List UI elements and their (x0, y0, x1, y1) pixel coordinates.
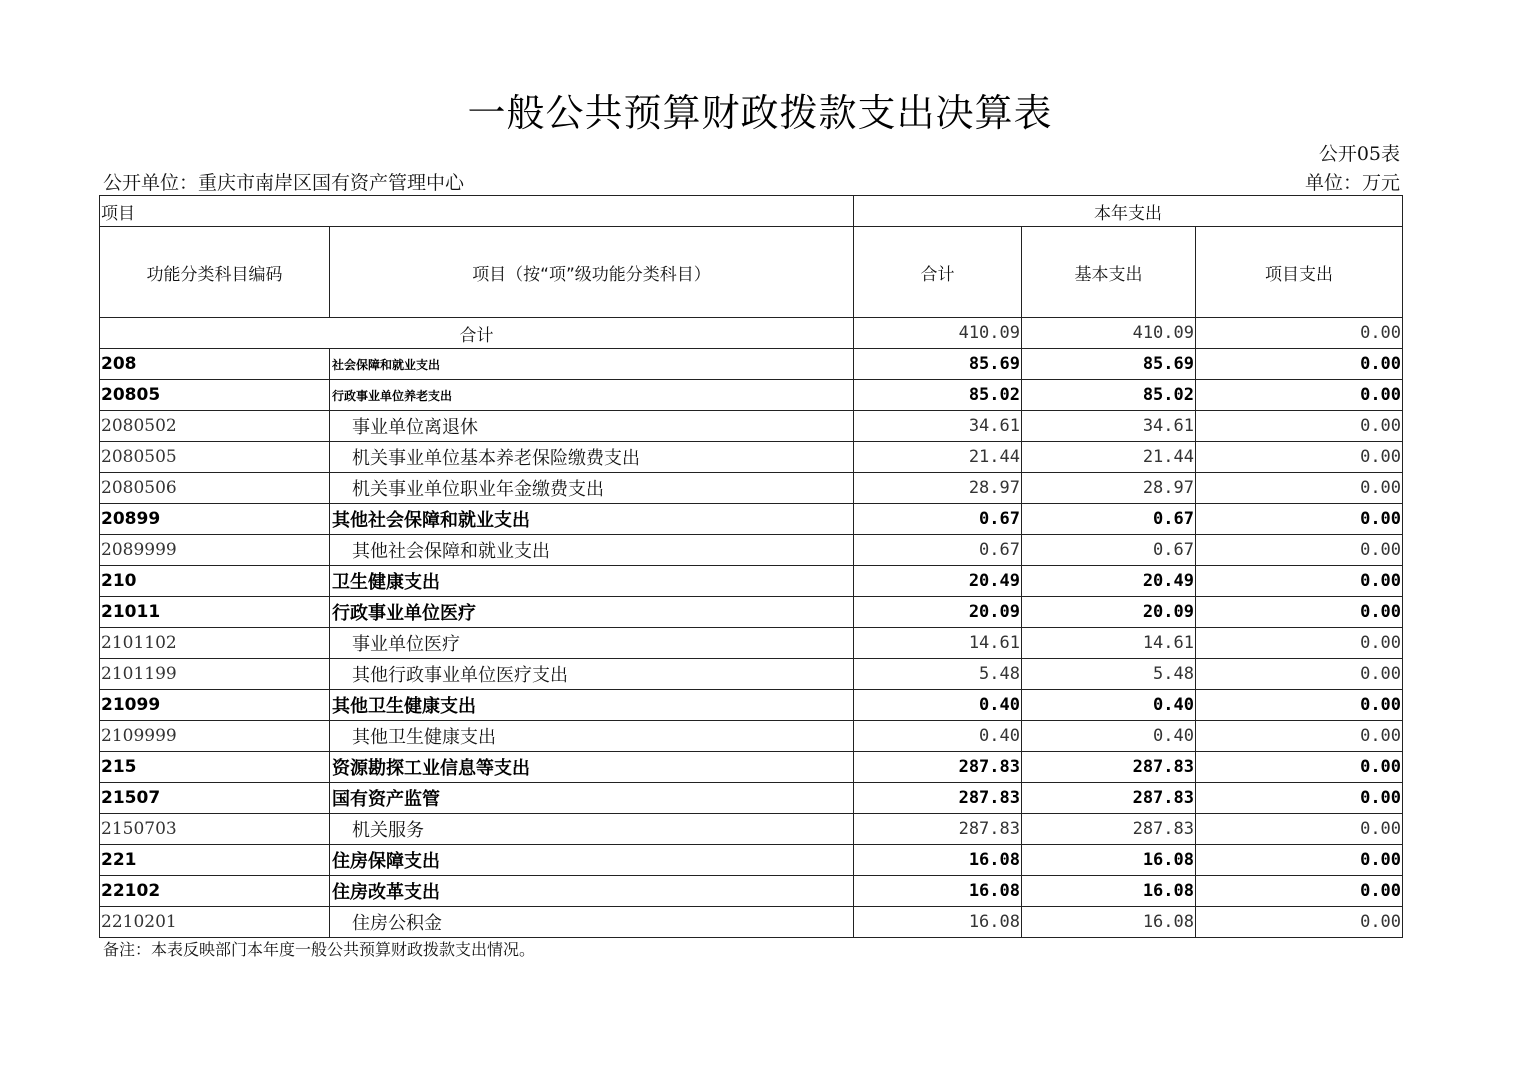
row-project: 0.00 (1196, 380, 1403, 411)
row-total: 21.44 (854, 442, 1022, 473)
row-name: 住房公积金 (330, 907, 854, 938)
row-basic: 287.83 (1022, 752, 1196, 783)
row-code: 210 (100, 566, 330, 597)
row-total: 20.09 (854, 597, 1022, 628)
row-project: 0.00 (1196, 690, 1403, 721)
row-code: 2150703 (100, 814, 330, 845)
row-code: 2109999 (100, 721, 330, 752)
row-total: 16.08 (854, 907, 1022, 938)
row-code: 21011 (100, 597, 330, 628)
row-name: 住房保障支出 (330, 845, 854, 876)
row-project: 0.00 (1196, 845, 1403, 876)
table-row (100, 752, 1403, 783)
row-basic: 0.67 (1022, 535, 1196, 566)
row-code: 22102 (100, 876, 330, 907)
header-item: 项目 (100, 196, 854, 227)
row-code: 2089999 (100, 535, 330, 566)
row-name: 事业单位医疗 (330, 628, 854, 659)
table-row (100, 442, 1403, 473)
header-name: 项目（按“项”级功能分类科目） (330, 227, 854, 318)
row-basic: 85.69 (1022, 349, 1196, 380)
row-name: 其他社会保障和就业支出 (330, 535, 854, 566)
row-total: 287.83 (854, 752, 1022, 783)
total-project: 0.00 (1196, 318, 1403, 349)
row-code: 21507 (100, 783, 330, 814)
table-row (100, 349, 1403, 380)
row-total: 85.69 (854, 349, 1022, 380)
row-project: 0.00 (1196, 349, 1403, 380)
table-row (100, 907, 1403, 938)
row-project: 0.00 (1196, 814, 1403, 845)
table-row (100, 876, 1403, 907)
row-name: 其他卫生健康支出 (330, 690, 854, 721)
total-label: 合计 (100, 318, 854, 349)
table-row (100, 783, 1403, 814)
header-total: 合计 (854, 227, 1022, 318)
row-total: 287.83 (854, 783, 1022, 814)
row-code: 2080502 (100, 411, 330, 442)
row-project: 0.00 (1196, 876, 1403, 907)
row-project: 0.00 (1196, 597, 1403, 628)
table-row (100, 411, 1403, 442)
row-code: 208 (100, 349, 330, 380)
row-basic: 0.40 (1022, 721, 1196, 752)
table-row (100, 659, 1403, 690)
row-total: 28.97 (854, 473, 1022, 504)
table-row (100, 814, 1403, 845)
row-code: 2080506 (100, 473, 330, 504)
row-name: 卫生健康支出 (330, 566, 854, 597)
header-row-1 (100, 196, 1403, 227)
row-name: 机关事业单位基本养老保险缴费支出 (330, 442, 854, 473)
row-basic: 20.49 (1022, 566, 1196, 597)
row-project: 0.00 (1196, 783, 1403, 814)
table-row (100, 845, 1403, 876)
row-total: 85.02 (854, 380, 1022, 411)
row-total: 16.08 (854, 876, 1022, 907)
footnote: 备注：本表反映部门本年度一般公共预算财政拨款支出情况。 (103, 940, 536, 959)
row-basic: 287.83 (1022, 814, 1196, 845)
table-number: 公开05表 (1318, 143, 1400, 165)
row-total: 16.08 (854, 845, 1022, 876)
header-code: 功能分类科目编码 (100, 227, 330, 318)
row-basic: 16.08 (1022, 876, 1196, 907)
row-name: 其他卫生健康支出 (330, 721, 854, 752)
header-row-2 (100, 227, 1403, 318)
row-basic: 16.08 (1022, 845, 1196, 876)
row-name: 国有资产监管 (330, 783, 854, 814)
row-project: 0.00 (1196, 659, 1403, 690)
total-basic: 410.09 (1022, 318, 1196, 349)
row-code: 2101102 (100, 628, 330, 659)
row-project: 0.00 (1196, 411, 1403, 442)
row-name: 机关事业单位职业年金缴费支出 (330, 473, 854, 504)
row-basic: 21.44 (1022, 442, 1196, 473)
header-project: 项目支出 (1196, 227, 1403, 318)
table-row (100, 628, 1403, 659)
row-project: 0.00 (1196, 907, 1403, 938)
table-row (100, 566, 1403, 597)
page-title: 一般公共预算财政拨款支出决算表 (467, 91, 1053, 135)
row-basic: 20.09 (1022, 597, 1196, 628)
row-code: 20899 (100, 504, 330, 535)
row-name: 社会保障和就业支出 (330, 349, 854, 380)
table-row (100, 535, 1403, 566)
row-total: 5.48 (854, 659, 1022, 690)
row-code: 2080505 (100, 442, 330, 473)
table-row (100, 690, 1403, 721)
row-project: 0.00 (1196, 721, 1403, 752)
row-code: 20805 (100, 380, 330, 411)
row-name: 行政事业单位医疗 (330, 597, 854, 628)
row-name: 住房改革支出 (330, 876, 854, 907)
row-total: 0.67 (854, 504, 1022, 535)
table-row (100, 597, 1403, 628)
row-basic: 0.40 (1022, 690, 1196, 721)
table-row (100, 504, 1403, 535)
row-name: 行政事业单位养老支出 (330, 380, 854, 411)
row-basic: 34.61 (1022, 411, 1196, 442)
row-name: 机关服务 (330, 814, 854, 845)
row-total: 0.40 (854, 690, 1022, 721)
row-name: 其他社会保障和就业支出 (330, 504, 854, 535)
row-basic: 14.61 (1022, 628, 1196, 659)
row-project: 0.00 (1196, 566, 1403, 597)
header-current-year: 本年支出 (854, 196, 1403, 227)
row-name: 其他行政事业单位医疗支出 (330, 659, 854, 690)
total-row (100, 318, 1403, 349)
table-row (100, 721, 1403, 752)
row-code: 21099 (100, 690, 330, 721)
row-basic: 0.67 (1022, 504, 1196, 535)
row-total: 287.83 (854, 814, 1022, 845)
row-basic: 85.02 (1022, 380, 1196, 411)
row-total: 14.61 (854, 628, 1022, 659)
row-total: 0.67 (854, 535, 1022, 566)
row-basic: 16.08 (1022, 907, 1196, 938)
row-code: 215 (100, 752, 330, 783)
row-code: 2101199 (100, 659, 330, 690)
table-row (100, 380, 1403, 411)
row-project: 0.00 (1196, 442, 1403, 473)
row-name: 资源勘探工业信息等支出 (330, 752, 854, 783)
row-project: 0.00 (1196, 504, 1403, 535)
row-code: 221 (100, 845, 330, 876)
row-basic: 5.48 (1022, 659, 1196, 690)
row-project: 0.00 (1196, 628, 1403, 659)
row-project: 0.00 (1196, 752, 1403, 783)
row-total: 34.61 (854, 411, 1022, 442)
currency-unit: 单位：万元 (1304, 172, 1400, 194)
total-amount: 410.09 (854, 318, 1022, 349)
expenditure-table (99, 195, 1403, 938)
row-total: 20.49 (854, 566, 1022, 597)
row-total: 0.40 (854, 721, 1022, 752)
row-project: 0.00 (1196, 473, 1403, 504)
header-basic: 基本支出 (1022, 227, 1196, 318)
table-row (100, 473, 1403, 504)
row-name: 事业单位离退休 (330, 411, 854, 442)
row-basic: 287.83 (1022, 783, 1196, 814)
row-basic: 28.97 (1022, 473, 1196, 504)
row-code: 2210201 (100, 907, 330, 938)
reporting-unit: 公开单位：重庆市南岸区国有资产管理中心 (103, 172, 465, 194)
row-project: 0.00 (1196, 535, 1403, 566)
